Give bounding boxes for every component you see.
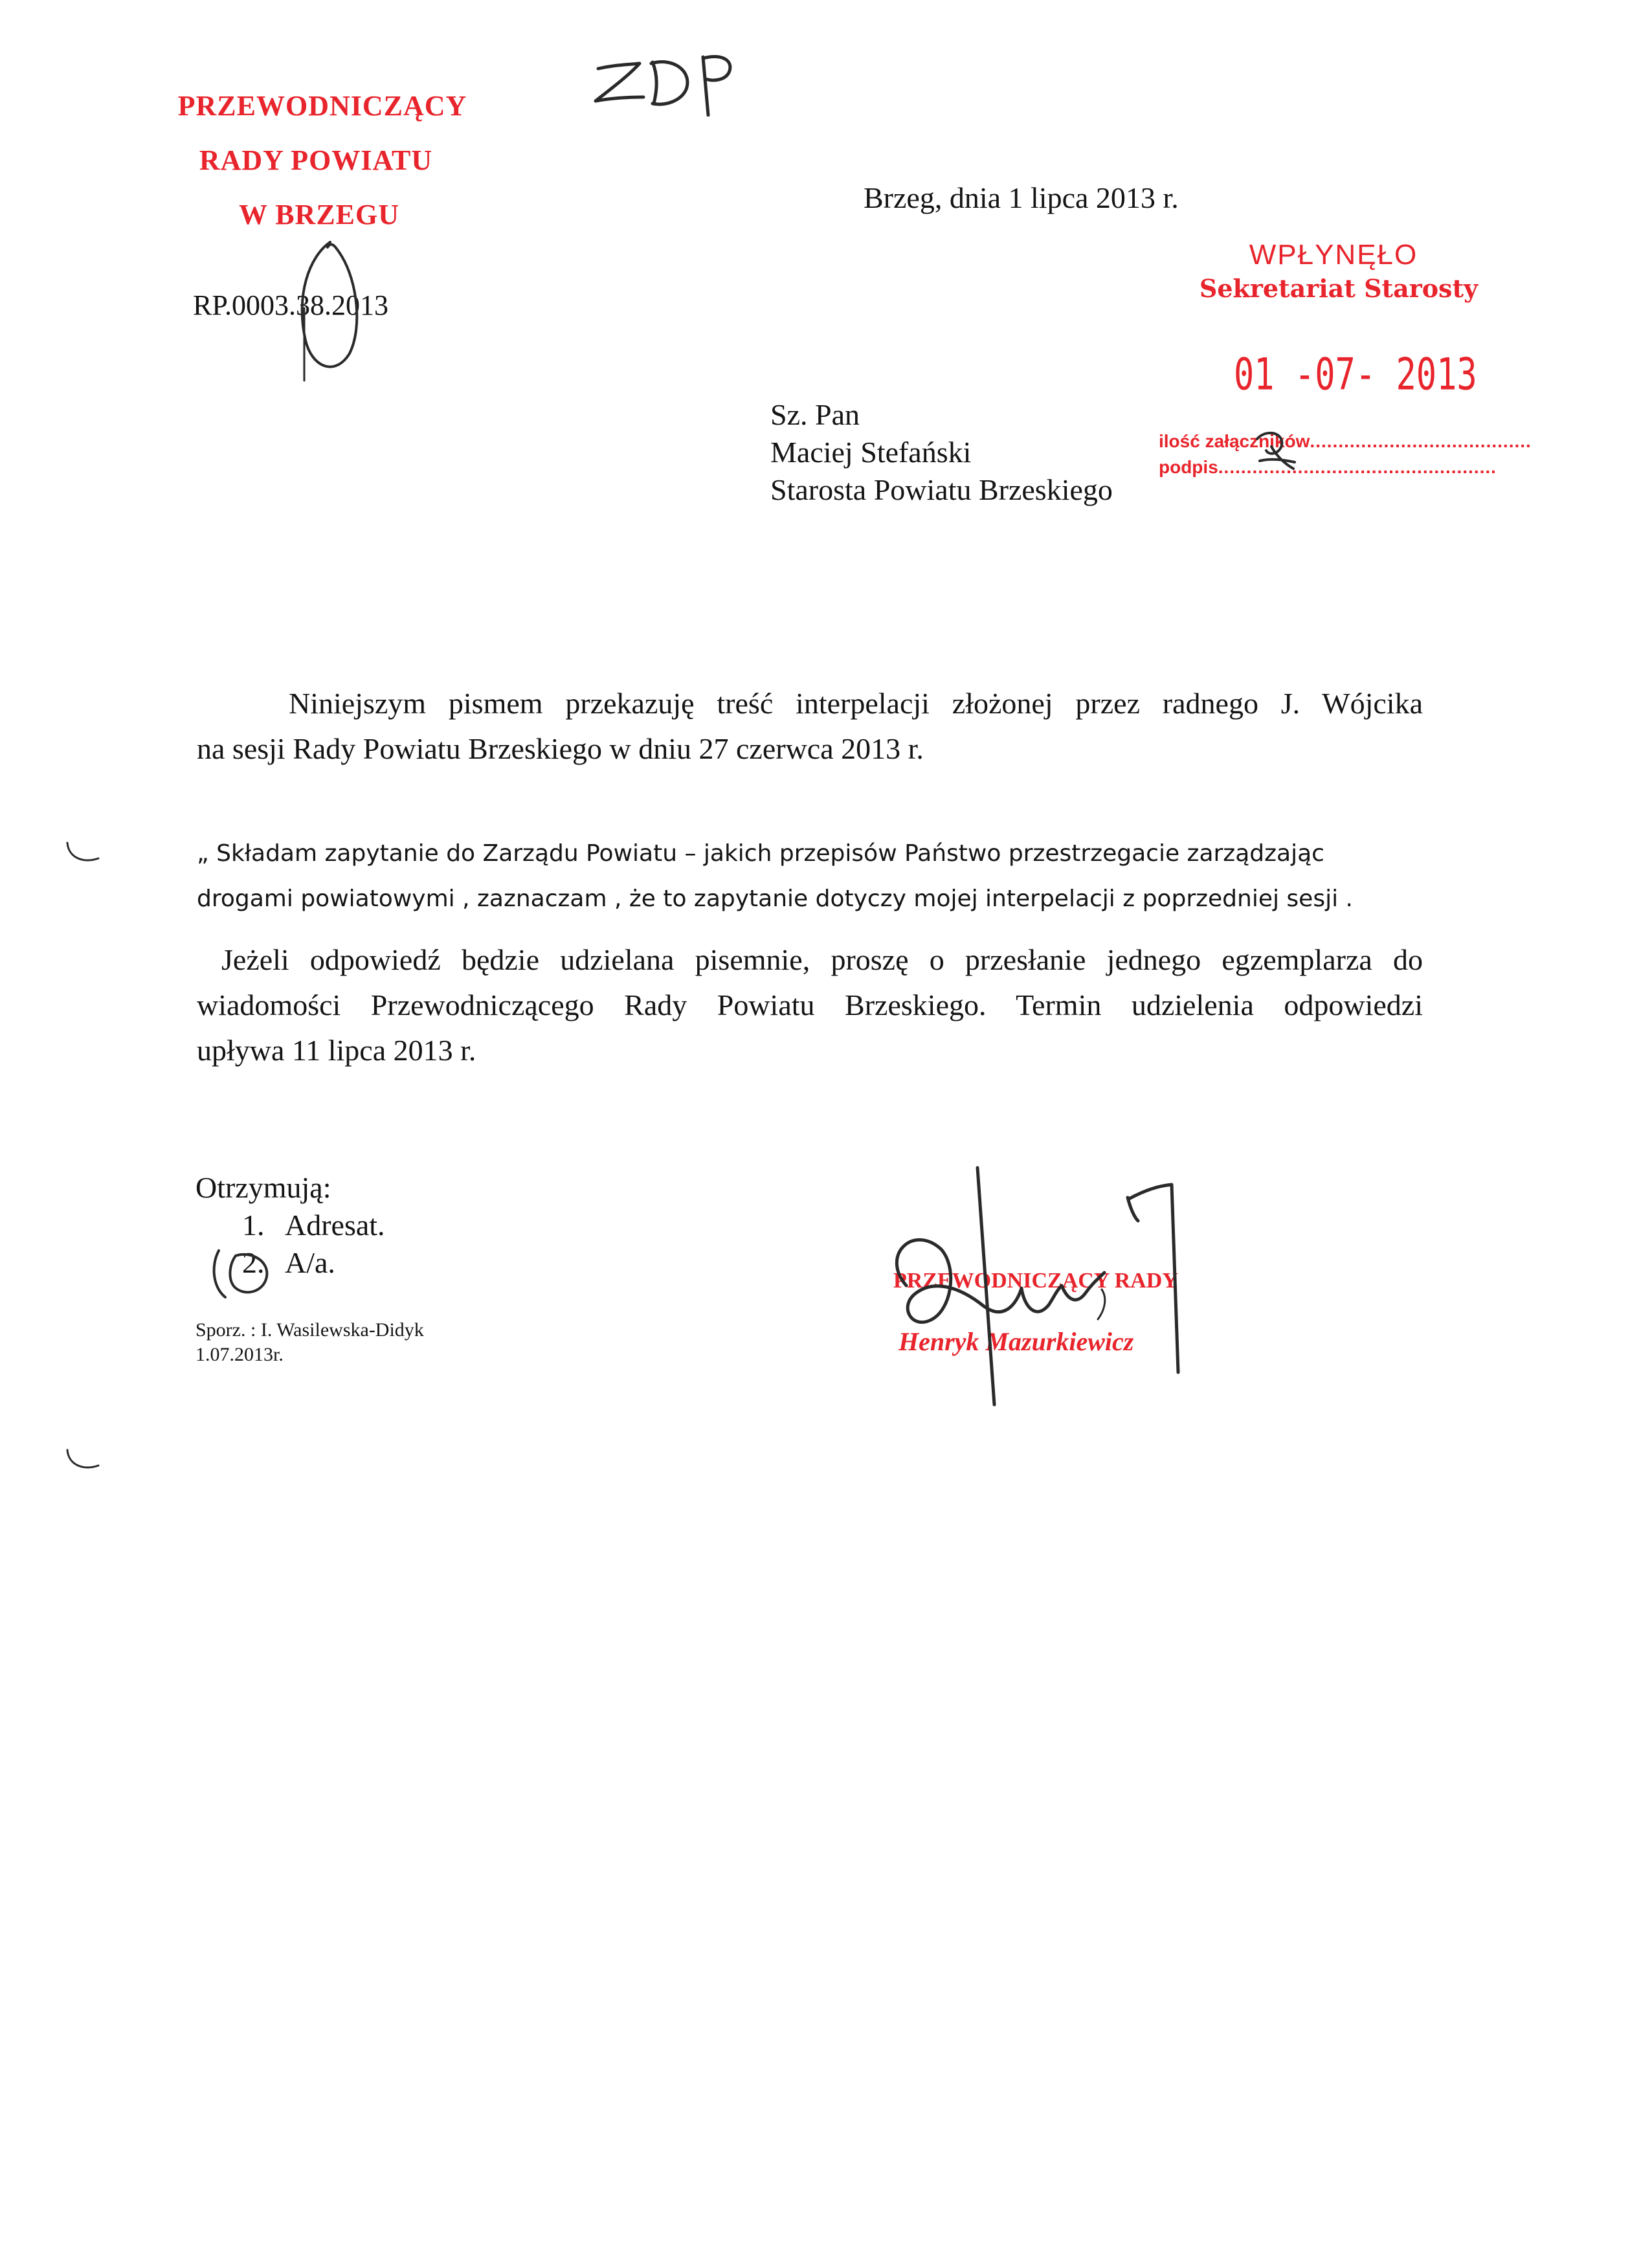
issuer-stamp-line2: RADY POWIATU xyxy=(199,144,433,176)
interpellation-quote-line-1: „ Składam zapytanie do Zarządu Powiatu – jakich przepisów Państwo przestrzegacie zarządzając xyxy=(197,840,1324,867)
place-date: Brzeg, dnia 1 lipca 2013 r. xyxy=(864,181,1179,214)
binder-mark-bottom xyxy=(62,1446,101,1475)
received-stamp-attachments-label: ilość załączników xyxy=(1159,431,1310,451)
handwritten-circle-mark xyxy=(206,1239,277,1304)
body-paragraph-2 xyxy=(197,937,1423,1073)
prepared-by-line-1: Sporz. : I. Wasilewska-Didyk xyxy=(195,1319,424,1341)
received-stamp-initials xyxy=(1247,423,1305,482)
binder-mark-top xyxy=(62,839,101,867)
recipients-list-text: Adresat. xyxy=(285,1209,385,1242)
received-stamp-date: 01 -07- 2013 xyxy=(1234,350,1477,401)
handwritten-loop-mark xyxy=(290,230,368,383)
body-paragraph-2-line-3: upływa 11 lipca 2013 r. xyxy=(197,1034,476,1067)
recipient-name: Maciej Stefański xyxy=(770,436,972,469)
issuer-stamp-line1: PRZEWODNICZĄCY xyxy=(177,90,467,122)
prepared-by-line-2: 1.07.2013r. xyxy=(195,1344,284,1365)
body-paragraph-1-line-2: na sesji Rady Powiatu Brzeskiego w dniu 27 czerwca 2013 r. xyxy=(197,732,924,765)
body-paragraph-1-line-1: Niniejszym pismem przekazuję treść interpelacji złożonej przez radnego J. Wójcika xyxy=(289,687,1423,720)
received-stamp-title: WPŁYNĘŁO xyxy=(1249,239,1418,271)
prepared-by xyxy=(195,1318,424,1367)
handwritten-note-zdp xyxy=(589,39,738,117)
recipient-salutation: Sz. Pan xyxy=(770,398,860,431)
received-stamp-attachments: ilość załączników....................................... xyxy=(1159,431,1532,451)
signature-stamp-name: Henryk Mazurkiewicz xyxy=(899,1327,1134,1356)
received-stamp xyxy=(1159,237,1532,480)
recipients-list-number: 2. xyxy=(242,1246,265,1279)
reference-number: RP.0003.38.2013 xyxy=(193,289,388,321)
interpellation-quote xyxy=(197,831,1440,922)
recipients-list-text: A/a. xyxy=(285,1246,335,1279)
body-paragraph-2-line-1: Jeżeli odpowiedź będzie udzielana pisemnie, proszę o przesłanie jednego egzemplarza do xyxy=(221,943,1423,976)
interpellation-quote-line-2: drogami powiatowymi , zaznaczam , że to zapytanie dotyczy mojej interpelacji z poprzedniej sesji . xyxy=(197,886,1353,912)
body-paragraph-1 xyxy=(197,681,1423,772)
signature-stamp-title: PRZEWODNICZĄCY RADY xyxy=(893,1269,1178,1293)
recipients-list-heading: Otrzymują: xyxy=(195,1171,331,1204)
body-paragraph-2-line-2: wiadomości Przewodniczącego Rady Powiatu Brzeskiego. Termin udzielenia odpowiedzi xyxy=(197,988,1423,1021)
received-stamp-signature-label: podpis xyxy=(1159,457,1218,477)
recipient-block xyxy=(770,396,1113,509)
handwritten-signature xyxy=(874,1159,1211,1418)
issuer-stamp-line3: W BRZEGU xyxy=(238,199,400,230)
recipient-title: Starosta Powiatu Brzeskiego xyxy=(770,473,1113,506)
issuer-stamp xyxy=(148,79,497,242)
received-stamp-signature: podpis................................................. xyxy=(1159,457,1497,477)
received-stamp-office: Sekretariat Starosty xyxy=(1199,274,1479,303)
recipients-list-number: 1. xyxy=(242,1209,265,1242)
